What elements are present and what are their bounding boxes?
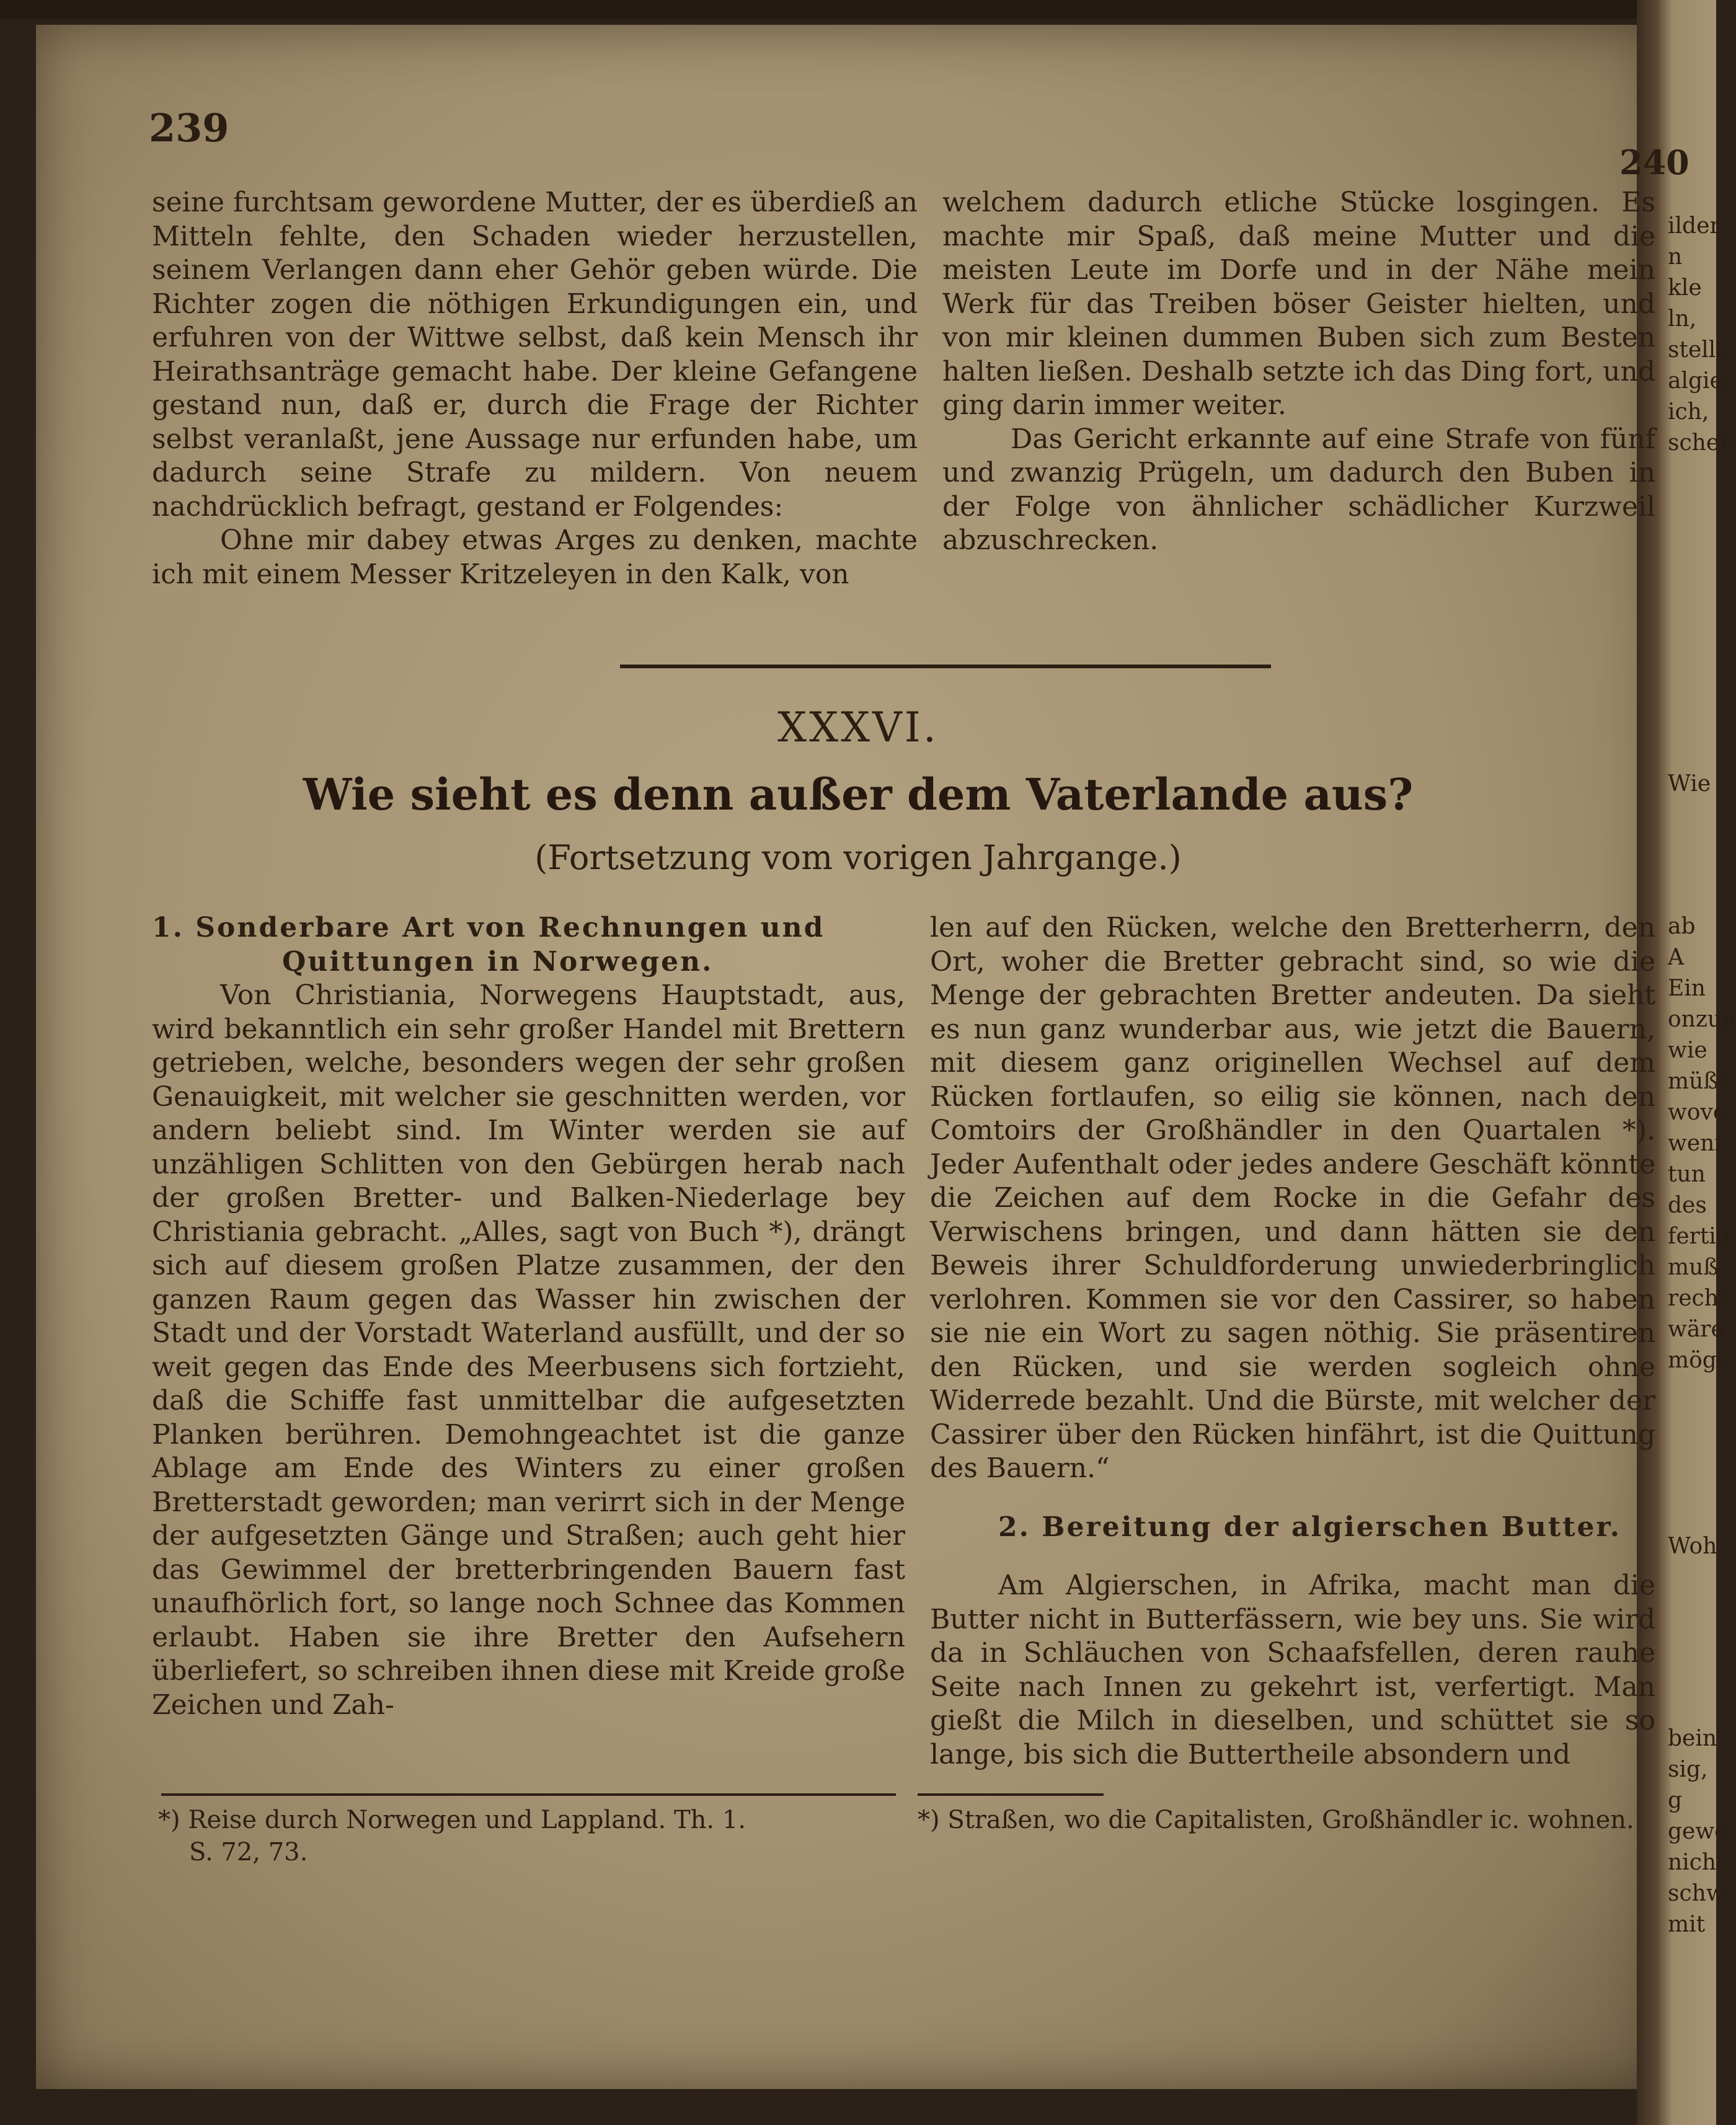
paragraph: seine furchtsam gewordene Mutter, der es überdieß an Mitteln fehlte, den Schaden wieder herzustellen, seinem Verlangen dann eher Gehör geben würde. Die Richter zogen die nöthigen Erkundigungen ein, und erfuhren von der Wittwe selbst, daß kein Mensch ihr Heirathsanträge gemacht habe. Der kleine Gefangene gestand nun, daß er, durch die Frage der Richter selbst veranlaßt, jene Aussage nur erfunden habe, um dadurch seine Strafe zu mildern. Von neuem nachdrücklich befragt, gestand er Folgendes: <box>152 187 918 523</box>
section-subtitle: (Fortsetzung vom vorigen Jahrgange.) <box>534 838 1182 877</box>
paragraph: Am Algierschen, in Afrika, macht man die Butter nicht in Butterfässern, wie bey uns. Sie wird da in Schläuchen von Schaafsfellen, deren rauhe Seite nach Innen zu gekehrt ist, verfertigt. Man gießt die Milch in dieselben, und schüttet sie so lange, bis sich die Buttertheile absondern und <box>930 1570 1655 1770</box>
subsection-heading <box>152 911 905 979</box>
bottom-left-column <box>152 911 905 1722</box>
adjacent-page-fragment: ilder n kle ln, stellt, algier ich, schen <box>1668 213 1734 456</box>
footnote-rule <box>918 1793 1104 1796</box>
adjacent-page-fragment: bein sig, g gewö nicht schw mit <box>1668 1726 1728 1937</box>
adjacent-page-fragment: ab A Ein onzun wie müßt wovo weni tun des fertig muß recht wäre mögl <box>1668 914 1736 1373</box>
footnote-right: *) Straßen, wo die Capitalisten, Großhändler ic. wohnen. <box>918 1806 1634 1834</box>
paragraph: Das Gericht erkannte auf eine Strafe von fünf und zwanzig Prügeln, um dadurch den Buben in der Folge von ähnlicher schädlicher Kurzweil abzuschrecken. <box>942 423 1655 556</box>
top-left-column <box>152 186 918 591</box>
top-right-column <box>942 186 1655 558</box>
page-number-left: 239 <box>149 105 229 151</box>
adjacent-page-fragment: Wie <box>1668 771 1711 797</box>
top-edge <box>0 0 1716 19</box>
section-divider <box>620 665 1271 668</box>
spacer <box>930 1544 1655 1569</box>
subsection-heading: 2. Bereitung der algierschen Butter. <box>998 1511 1621 1543</box>
bottom-right-column <box>930 911 1655 1772</box>
spacer <box>930 1486 1655 1511</box>
paragraph: Von Christiania, Norwegens Hauptstadt, aus, wird bekanntlich ein sehr großer Handel mit Brettern getrieben, welche, besonders wegen der sehr großen Genauigkeit, mit welcher sie geschnitten werden, vor andern beliebt sind. Im Winter werden sie auf unzähligen Schlitten von den Gebürgen herab nach der großen Bretter- und Balken-Niederlage bey Christiania gebracht. „Alles, sagt von Buch *), drängt sich auf diesem großen Platze zusammen, der den ganzen Raum gegen das Wasser hin zwischen der Stadt und der Vorstadt Waterland ausfüllt, und der so weit gegen das Ende des Meerbusens sich fortzieht, daß die Schiffe fast unmittelbar die aufgesetzten Planken berühren. Demohngeachtet ist die ganze Ablage am Ende des Winters zu einer großen Bretterstadt geworden; man verirrt sich in der Menge der aufgesetzten Gänge und Straßen; auch geht hier das Gewimmel der bretterbringenden Bauern fast unaufhörlich fort, so lange noch Schnee das Kommen erlaubt. Haben sie ihre Bretter den Aufsehern überliefert, so schreiben ihnen diese mit Kreide große Zeichen und Zah- <box>152 979 905 1721</box>
page-number-right: 240 <box>1619 143 1690 182</box>
footnote-line: S. 72, 73. <box>189 1838 308 1867</box>
footnote-line: *) Reise durch Norwegen und Lappland. Th. 1. <box>158 1806 746 1834</box>
section-number: XXXVI. <box>777 704 939 751</box>
paragraph: len auf den Rücken, welche den Bretterherrn, den Ort, woher die Bretter gebracht sind, so wie die Menge der gebrachten Bretter andeuten. Da sieht es nun ganz wunderbar aus, wie jetzt die Bauern, mit diesem ganz originellen Wechsel auf dem Rücken fortlaufen, so eilig sie können, nach den Comtoirs der Großhändler in den Quartalen *). Jeder Aufenthalt oder jedes andere Geschäft könnte die Zeichen auf dem Rocke in die Gefahr des Verwischens bringen, und dann hätten sie den Beweis ihrer Schuldforderung unwiederbringlich verlohren. Kommen sie vor den Cassirer, so haben sie nie ein Wort zu sagen nöthig. Sie präsentiren den Rücken, und sie werden sogleich ohne Widerrede bezahlt. Und die Bürste, mit welcher der Cassirer über den Rücken hinfährt, ist die Quittung des Bauern.“ <box>930 912 1655 1484</box>
heading-line: Quittungen in Norwegen. <box>282 945 714 978</box>
footnote-left <box>158 1804 902 1868</box>
footnote-rule <box>161 1793 896 1796</box>
paragraph: welchem dadurch etliche Stücke losgingen. Es machte mir Spaß, daß meine Mutter und die meisten Leute im Dorfe und in der Nähe mein Werk für das Treiben böser Geister hielten, und von mir kleinen dummen Buben sich zum Besten halten ließen. Deshalb setzte ich das Ding fort, und ging darin immer weiter. <box>942 187 1655 421</box>
paragraph: Ohne mir dabey etwas Arges zu denken, machte ich mit einem Messer Kritzeleyen in den Kalk, von <box>152 524 918 590</box>
section-title: Wie sieht es denn außer dem Vaterlande aus? <box>303 769 1414 820</box>
heading-line: 1. Sonderbare Art von Rechnungen und <box>152 912 825 943</box>
adjacent-page-fragment: Woh <box>1668 1534 1717 1559</box>
